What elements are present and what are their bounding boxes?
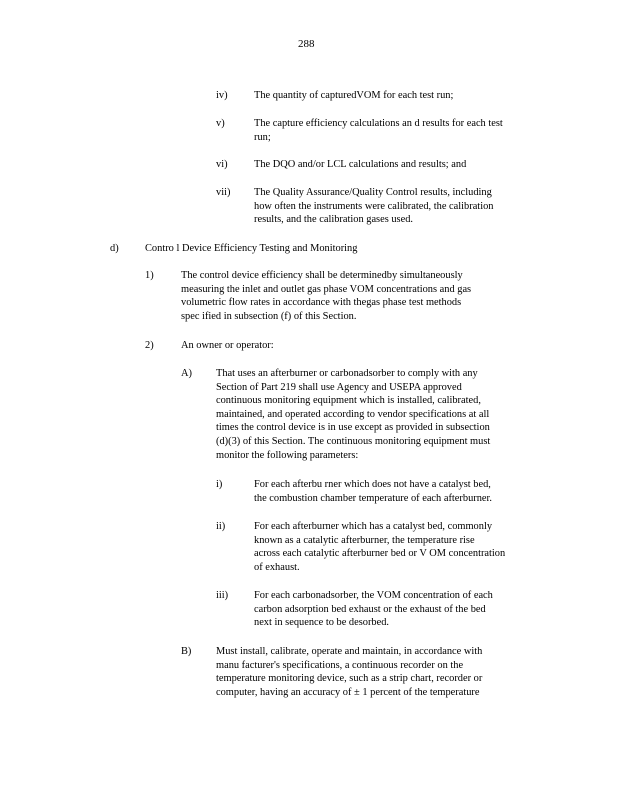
text-line: the combustion chamber temperature of each afterburner.	[254, 492, 493, 504]
text-line: The Quality Assurance/Quality Control results, including	[254, 187, 492, 198]
text-line: results, and the calibration gases used.	[254, 214, 413, 226]
item-marker-i: i)	[216, 479, 223, 490]
item-marker-1: 1)	[145, 270, 154, 281]
item-text-vii	[254, 186, 540, 227]
item-text-ii	[254, 520, 538, 574]
item-text-1	[181, 269, 521, 323]
item-marker-v: v)	[216, 118, 225, 129]
text-line: The control device efficiency shall be determinedby simultaneously	[181, 270, 463, 281]
text-line: computer, having an accuracy of ± 1 percent of the temperature	[216, 686, 480, 698]
item-text-B	[216, 645, 538, 699]
text-line: Must install, calibrate, operate and maintain, in accordance with	[216, 646, 483, 657]
text-line: manu facturer's specifications, a continuous recorder on the	[216, 659, 464, 671]
text-line: Contro l Device Efficiency Testing and Monitoring	[145, 243, 358, 254]
text-line: of exhaust.	[254, 561, 300, 573]
item-marker-vii: vii)	[216, 187, 231, 198]
text-line: measuring the inlet and outlet gas phase VOM concentrations and gas	[181, 283, 472, 295]
section-marker-d: d)	[110, 243, 119, 254]
item-text-A	[216, 367, 538, 462]
text-line: times the control device is in use except as provided in subsection	[216, 422, 490, 434]
section-heading-d	[145, 242, 445, 256]
page-number: 288	[298, 38, 315, 50]
text-line: carbon adsorption bed exhaust or the exhaust of the bed	[254, 603, 486, 615]
item-marker-iii: iii)	[216, 590, 229, 601]
item-marker-A: A)	[181, 368, 192, 379]
item-marker-vi: vi)	[216, 159, 228, 170]
item-marker-2: 2)	[145, 340, 154, 351]
item-marker-B: B)	[181, 646, 192, 657]
text-line: The capture efficiency calculations an d results for each test	[254, 118, 503, 129]
text-line: (d)(3) of this Section. The continuous monitoring equipment must	[216, 435, 491, 447]
item-text-iv	[254, 89, 540, 103]
text-line: next in sequence to be desorbed.	[254, 617, 390, 629]
text-line: The quantity of capturedVOM for each test run;	[254, 90, 454, 101]
text-line: spec ified in subsection (f) of this Section.	[181, 310, 357, 322]
text-line: across each catalytic afterburner bed or V OM concentration	[254, 548, 506, 560]
text-line: The DQO and/or LCL calculations and results; and	[254, 159, 467, 170]
text-line: maintained, and operated according to vendor specifications at all	[216, 408, 490, 420]
item-text-i	[254, 478, 538, 505]
text-line: run;	[254, 131, 271, 143]
item-text-iii	[254, 589, 538, 630]
text-line: known as a catalytic afterburner, the temperature rise	[254, 534, 475, 546]
text-line: An owner or operator:	[181, 340, 274, 351]
text-line: continuous monitoring equipment which is installed, calibrated,	[216, 395, 481, 407]
item-text-2	[181, 339, 481, 353]
text-line: temperature monitoring device, such as a strip chart, recorder or	[216, 673, 483, 685]
item-marker-iv: iv)	[216, 90, 228, 101]
text-line: how often the instruments were calibrated, the calibration	[254, 200, 494, 212]
text-line: Section of Part 219 shall use Agency and USEPA approved	[216, 381, 462, 393]
text-line: For each afterburner which has a catalyst bed, commonly	[254, 521, 493, 532]
text-line: That uses an afterburner or carbonadsorber to comply with any	[216, 368, 478, 379]
text-line: For each afterbu rner which does not have a catalyst bed,	[254, 479, 491, 490]
item-marker-ii: ii)	[216, 521, 226, 532]
item-text-vi	[254, 158, 540, 172]
text-line: For each carbonadsorber, the VOM concentration of each	[254, 590, 493, 601]
item-text-v	[254, 117, 540, 144]
text-line: monitor the following parameters:	[216, 449, 359, 461]
text-line: volumetric flow rates in accordance with thegas phase test methods	[181, 297, 462, 309]
